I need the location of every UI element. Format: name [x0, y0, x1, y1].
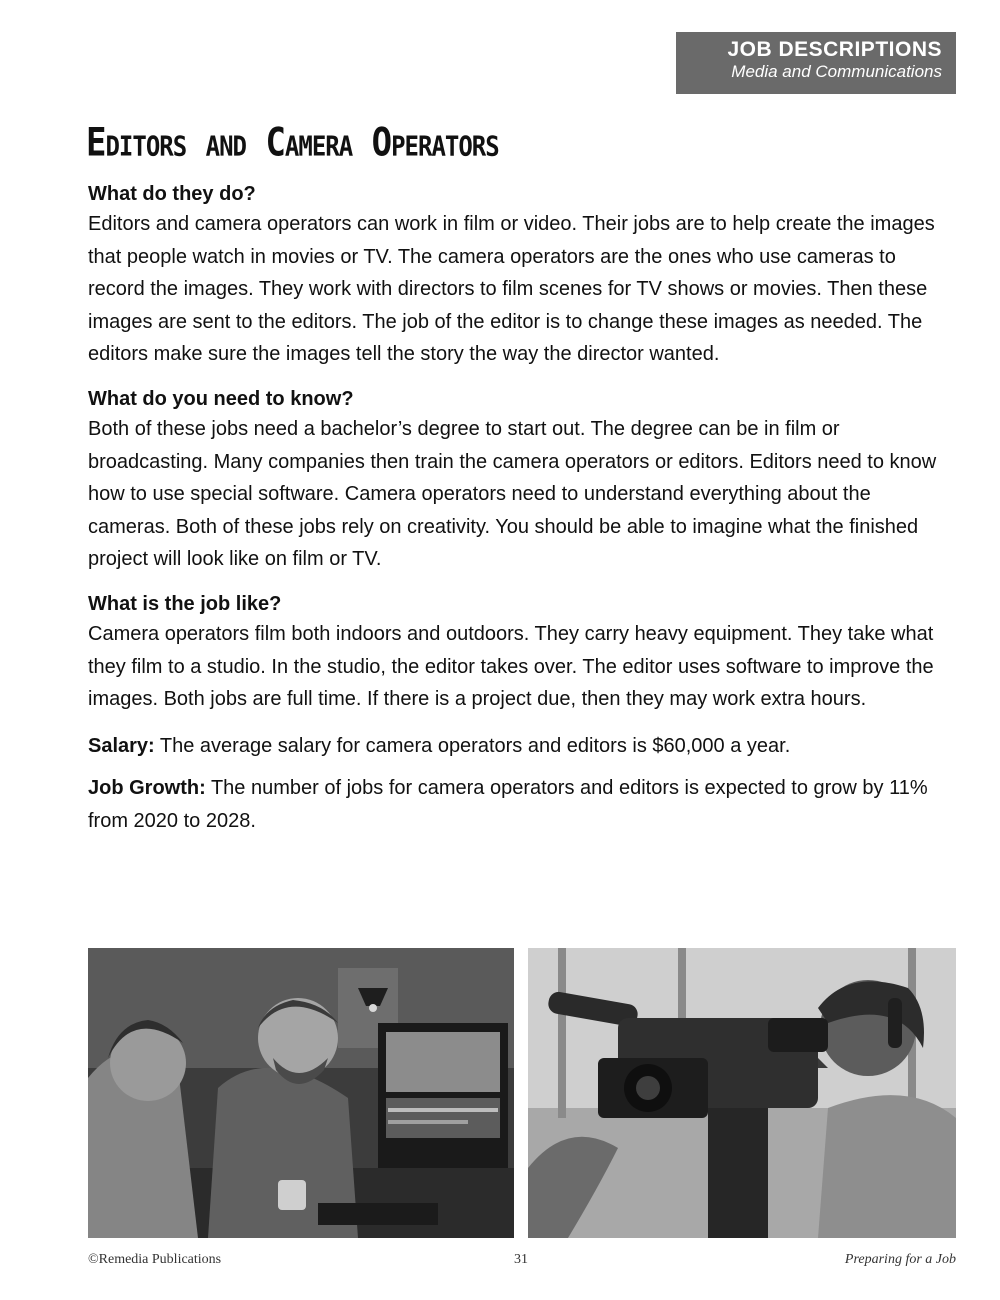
badge-subtitle: Media and Communications: [731, 62, 942, 81]
salary-line: [88, 730, 958, 763]
salary-text: The average salary for camera operators and editors is $60,000 a year.: [154, 734, 791, 757]
camera-operator-photo: [528, 948, 956, 1238]
job-growth-line: [88, 772, 958, 837]
footer-page-number: 31: [514, 1252, 528, 1267]
footer-book-title: Preparing for a Job: [844, 1252, 956, 1267]
section-body-need-to-know: Both of these jobs need a bachelor’s degree to start out. The degree can be in film or broadcasting. Many companies then train the camera operators or editors. Editors need to know how to use special software. Camera operators need to understand everything about the cameras. Both of these jobs rely on creativity. You should be able to imagine what the finished project will look like on film or TV.: [88, 417, 937, 571]
footer-copyright: ©Remedia Publications: [88, 1252, 222, 1267]
job-growth-label: Job Growth:: [88, 777, 206, 800]
section-heading-what-they-do: What do they do?: [88, 183, 256, 205]
section-heading-job-like: What is the job like?: [88, 592, 282, 615]
job-growth-text: The number of jobs for camera operators and editors is expected to grow by 11% from 2020 to 2028.: [88, 777, 928, 832]
editors-photo: [88, 948, 514, 1238]
section-heading-need-to-know: What do you need to know?: [88, 387, 354, 410]
salary-label: Salary:: [88, 734, 155, 757]
page-title: Editors and Camera Operators: [86, 120, 499, 166]
section-body-what-they-do: Editors and camera operators can work in film or video. Their jobs are to help create the images that people watch in movies or TV. The camera operators are the ones who use cameras to record the images. They work with directors to film scenes for TV shows or movies. Then these images are sent to the editors. The job of the editor is to change these images as needed. The editors make sure the images tell the story the way the director wanted.: [88, 213, 935, 366]
article-body: [88, 180, 958, 848]
section-body-job-like: Camera operators film both indoors and outdoors. They carry heavy equipment. They take what they film to a studio. In the studio, the editor takes over. The editor uses software to improve the images. Both jobs are full time. If there is a project due, then they may work extra hours.: [88, 622, 934, 711]
section-badge: [676, 32, 956, 94]
page-footer: [88, 1252, 956, 1272]
badge-title: JOB DESCRIPTIONS: [727, 38, 942, 61]
